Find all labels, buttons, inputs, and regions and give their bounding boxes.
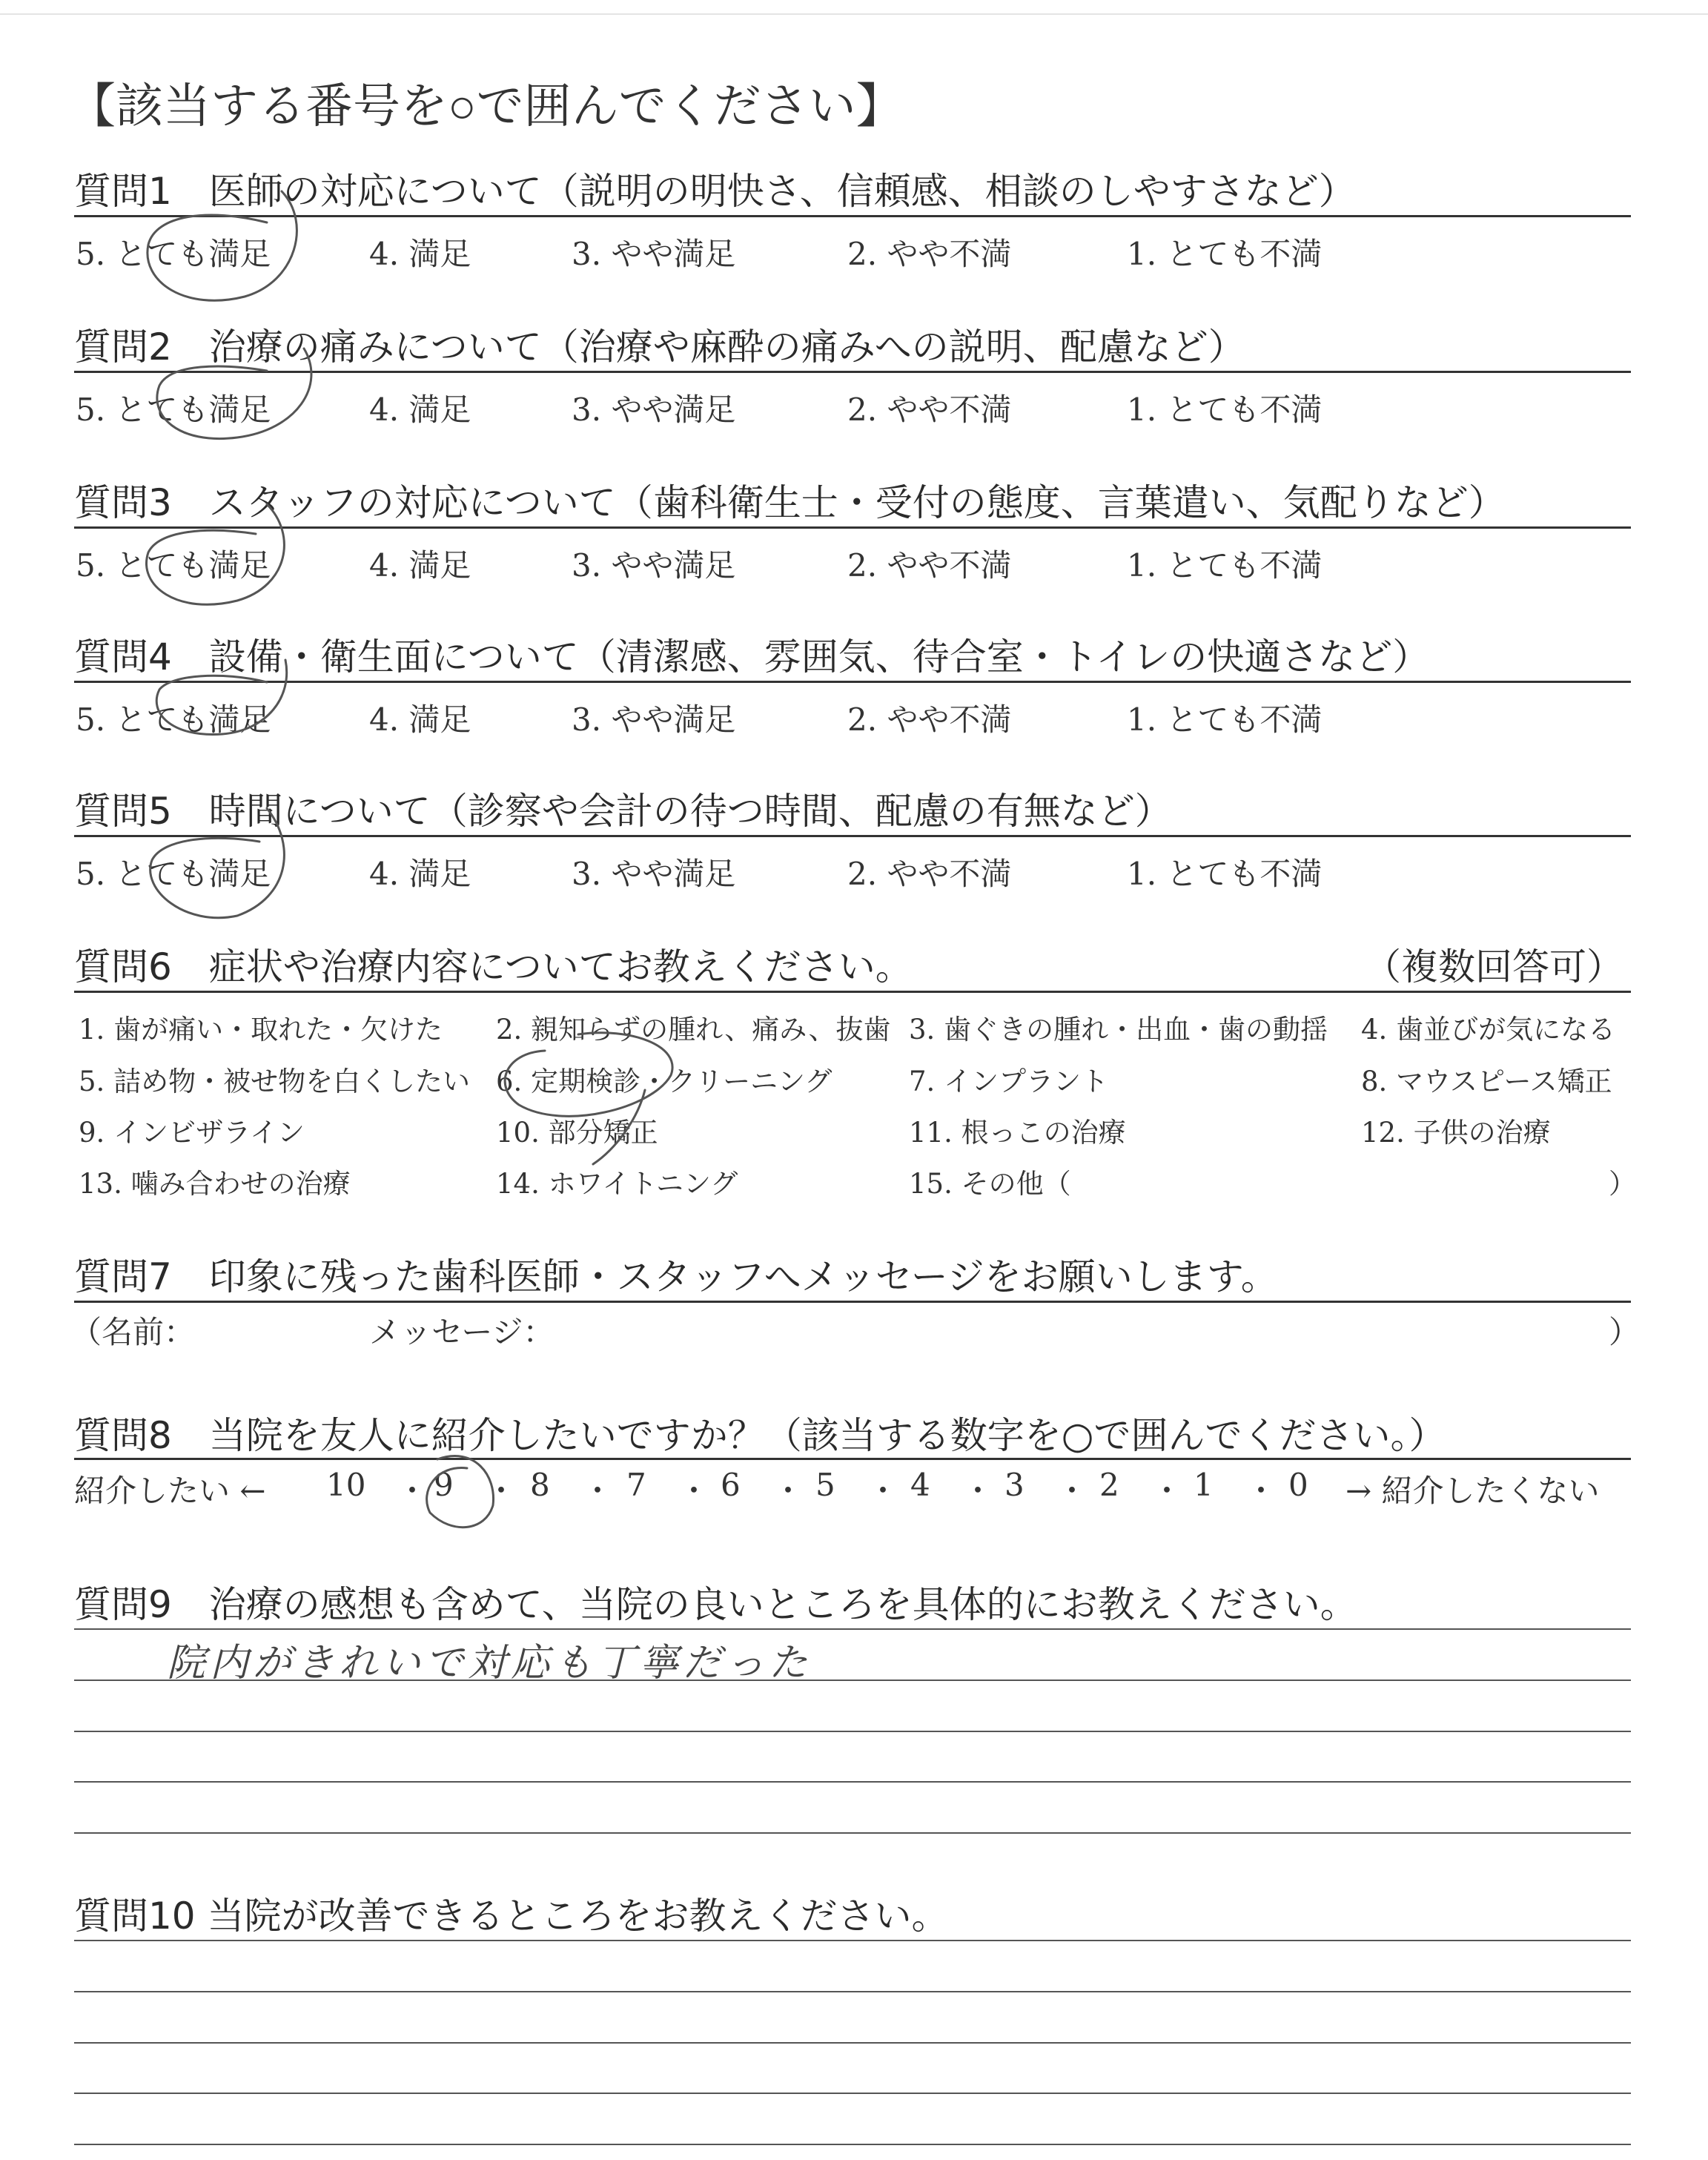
question-heading: 質問6 症状や治療内容についてお教えください。: [74, 945, 913, 988]
question-heading: 質問7 印象に残った歯科医師・スタッフへメッセージをお願いします。: [74, 1255, 1278, 1298]
symptom-option[interactable]: 2. 親知らずの腫れ、痛み、抜歯: [496, 1014, 891, 1046]
scale-dot: ・: [397, 1473, 428, 1509]
message-label: メッセージ：: [369, 1314, 555, 1350]
multiple-answer-note: （複数回答可）: [1364, 945, 1623, 988]
symptom-option[interactable]: 14. ホワイトニング: [496, 1168, 738, 1200]
question-divider: [74, 991, 1631, 993]
rating-option[interactable]: 5. とても満足: [76, 392, 271, 428]
question-divider: [74, 1301, 1631, 1303]
scale-dot: ・: [678, 1473, 710, 1509]
scale-number-1[interactable]: 1: [1194, 1467, 1214, 1503]
scale-dot: ・: [1151, 1473, 1183, 1509]
scale-dot: ・: [486, 1473, 517, 1509]
question-divider: [74, 371, 1631, 373]
symptom-option[interactable]: 12. 子供の治療: [1361, 1117, 1551, 1149]
symptom-option[interactable]: 5. 詰め物・被せ物を白くしたい: [79, 1066, 471, 1097]
symptom-option[interactable]: 9. インビザライン: [79, 1117, 305, 1149]
rating-option[interactable]: 2. やや不満: [847, 856, 1012, 892]
scan-edge: [0, 13, 1708, 15]
rating-option[interactable]: 4. 満足: [369, 547, 471, 584]
scale-number-10[interactable]: 10: [326, 1467, 366, 1503]
rating-option[interactable]: 5. とても満足: [76, 701, 271, 738]
rating-option[interactable]: 4. 満足: [369, 236, 471, 272]
question-heading: 質問2 治療の痛みについて（治療や麻酔の痛みへの説明、配慮など）: [74, 326, 1245, 369]
rating-option[interactable]: 1. とても不満: [1127, 547, 1323, 584]
question-heading: 質問8 当院を友人に紹介したいですか？（該当する数字を○で囲んでください。）: [74, 1414, 1446, 1457]
scale-number-4[interactable]: 4: [910, 1467, 930, 1503]
answer-line: [74, 2144, 1631, 2145]
rating-option[interactable]: 4. 満足: [369, 856, 471, 892]
close-paren: ）: [1609, 1168, 1636, 1200]
answer-line: [74, 1781, 1631, 1783]
question-heading: 質問4 設備・衛生面について（清潔感、雰囲気、待合室・トイレの快適さなど）: [74, 635, 1430, 678]
rating-option[interactable]: 2. やや不満: [847, 547, 1012, 584]
answer-line: [74, 1832, 1631, 1834]
name-label: （名前：: [70, 1314, 196, 1350]
recommend-left-label: 紹介したい ←: [74, 1473, 266, 1509]
scale-dot: ・: [582, 1473, 614, 1509]
handwritten-answer[interactable]: 院内がきれいで対応も丁寧だった: [167, 1641, 812, 1685]
answer-line: [74, 1991, 1631, 1992]
question-heading: 質問5 時間について（診察や会計の待つ時間、配慮の有無など）: [74, 790, 1172, 833]
scale-number-6[interactable]: 6: [721, 1467, 741, 1503]
question-divider: [74, 835, 1631, 837]
question-divider: [74, 681, 1631, 683]
rating-option[interactable]: 2. やや不満: [847, 236, 1012, 272]
scale-dot: ・: [772, 1473, 804, 1509]
answer-line: [74, 2093, 1631, 2094]
symptom-option[interactable]: 1. 歯が痛い・取れた・欠けた: [79, 1014, 443, 1046]
answer-line: [74, 1940, 1631, 1941]
answer-line: [74, 2042, 1631, 2044]
symptom-option[interactable]: 15. その他（: [909, 1168, 1071, 1200]
question-divider: [74, 1458, 1631, 1460]
symptom-option[interactable]: 6. 定期検診・クリーニング: [496, 1066, 833, 1097]
recommend-right-label: → 紹介したくない: [1345, 1473, 1600, 1509]
scale-number-9[interactable]: 9: [434, 1467, 454, 1503]
scale-number-0[interactable]: 0: [1288, 1467, 1308, 1503]
scale-dot: ・: [1245, 1473, 1277, 1509]
rating-option[interactable]: 3. やや満足: [572, 701, 736, 738]
answer-line: [74, 1731, 1631, 1732]
question-heading: 質問9 治療の感想も含めて、当院の良いところを具体的にお教えください。: [74, 1583, 1357, 1626]
rating-option[interactable]: 4. 満足: [369, 392, 471, 428]
rating-option[interactable]: 4. 満足: [369, 701, 471, 738]
symptom-option[interactable]: 7. インプラント: [909, 1066, 1109, 1097]
scale-number-7[interactable]: 7: [626, 1467, 646, 1503]
rating-option[interactable]: 1. とても不満: [1127, 856, 1323, 892]
question-heading: 質問10 当院が改善できるところをお教えください。: [74, 1895, 949, 1938]
close-paren: ）: [1609, 1314, 1641, 1350]
rating-option[interactable]: 3. やや満足: [572, 392, 736, 428]
question-divider: [74, 526, 1631, 529]
symptom-option[interactable]: 3. 歯ぐきの腫れ・出血・歯の動揺: [909, 1014, 1328, 1046]
rating-option[interactable]: 1. とても不満: [1127, 701, 1323, 738]
symptom-option[interactable]: 13. 噛み合わせの治療: [79, 1168, 351, 1200]
scale-number-2[interactable]: 2: [1099, 1467, 1119, 1503]
rating-option[interactable]: 3. やや満足: [572, 856, 736, 892]
page-title: 【該当する番号を○で囲んでください】: [68, 79, 904, 134]
rating-option[interactable]: 2. やや不満: [847, 701, 1012, 738]
answer-line: [74, 1628, 1631, 1630]
symptom-option[interactable]: 11. 根っこの治療: [909, 1117, 1126, 1149]
question-heading: 質問1 医師の対応について（説明の明快さ、信頼感、相談のしやすさなど）: [74, 170, 1356, 213]
rating-option[interactable]: 5. とても満足: [76, 236, 271, 272]
rating-option[interactable]: 5. とても満足: [76, 547, 271, 584]
symptom-option[interactable]: 10. 部分矯正: [496, 1117, 658, 1149]
rating-option[interactable]: 1. とても不満: [1127, 392, 1323, 428]
symptom-option[interactable]: 4. 歯並びが気になる: [1361, 1014, 1616, 1046]
rating-option[interactable]: 3. やや満足: [572, 547, 736, 584]
scale-dot: ・: [962, 1473, 994, 1509]
symptom-option[interactable]: 8. マウスピース矯正: [1361, 1066, 1612, 1097]
scale-number-8[interactable]: 8: [530, 1467, 550, 1503]
rating-option[interactable]: 2. やや不満: [847, 392, 1012, 428]
scale-dot: ・: [1056, 1473, 1088, 1509]
scale-number-5[interactable]: 5: [815, 1467, 835, 1503]
question-divider: [74, 215, 1631, 217]
question-heading: 質問3 スタッフの対応について（歯科衛生士・受付の態度、言葉遣い、気配りなど）: [74, 481, 1506, 524]
rating-option[interactable]: 1. とても不満: [1127, 236, 1323, 272]
rating-option[interactable]: 5. とても満足: [76, 856, 271, 892]
rating-option[interactable]: 3. やや満足: [572, 236, 736, 272]
scale-number-3[interactable]: 3: [1004, 1467, 1025, 1503]
scale-dot: ・: [867, 1473, 899, 1509]
